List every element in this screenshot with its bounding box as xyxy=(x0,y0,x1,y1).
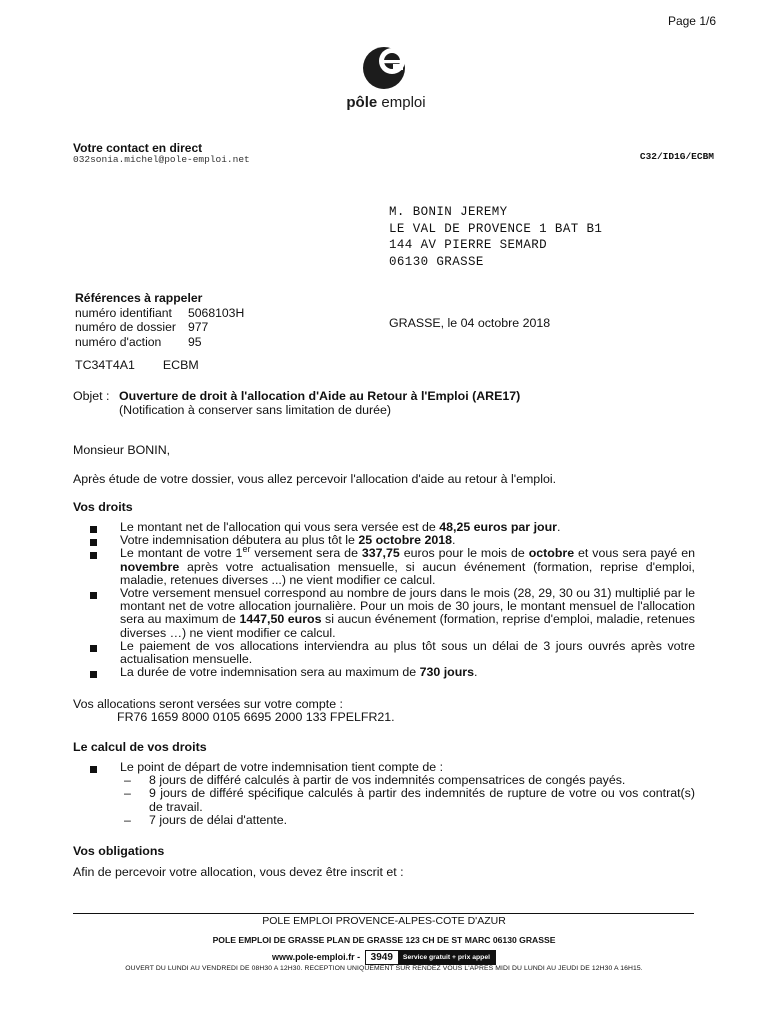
phone-number: 3949 xyxy=(370,952,393,963)
obligations-text: Afin de percevoir votre allocation, vous devez être inscrit et : xyxy=(73,865,404,879)
payment-month: novembre xyxy=(120,559,180,574)
start-date: 25 octobre 2018 xyxy=(358,533,453,548)
first-payment-amount: 337,75 xyxy=(361,546,400,561)
max-duration: 730 jours xyxy=(419,665,475,680)
footer-agency: POLE EMPLOI DE GRASSE PLAN DE GRASSE 123 CH DE ST MARC 06130 GRASSE xyxy=(212,935,556,945)
square-bullet-icon xyxy=(90,645,97,652)
square-bullet-icon xyxy=(90,592,97,599)
logo-wordmark xyxy=(340,94,432,111)
square-bullet-icon xyxy=(90,671,97,678)
dash-icon: – xyxy=(124,773,131,788)
list-item: Le montant net de l'allocation qui vous sera versée est de 48,25 euros par jour. xyxy=(73,521,695,534)
objet-block xyxy=(73,389,693,417)
footer-contact xyxy=(0,950,768,965)
tc-codes xyxy=(75,358,199,372)
references-block xyxy=(75,291,244,349)
square-bullet-icon xyxy=(90,539,97,546)
reference-label: numéro de dossier xyxy=(75,320,176,334)
objet-subtitle: (Notification à conserver sans limitation de durée) xyxy=(119,403,392,417)
place-date: GRASSE, le 04 octobre 2018 xyxy=(389,316,551,330)
contact-title: Votre contact en direct xyxy=(73,141,203,155)
square-bullet-icon xyxy=(90,552,97,559)
footer-hours: OUVERT DU LUNDI AU VENDREDI DE 08H30 A 12H30. RECEPTION UNIQUEMENT SUR RENDEZ VOUS L'APRES MIDI DU LUNDI AU JEUDI DE 12H30 A 16H15. xyxy=(125,965,643,972)
section-heading-calcul: Le calcul de vos droits xyxy=(73,740,207,754)
droits-list xyxy=(73,521,695,679)
section-heading-droits: Vos droits xyxy=(73,500,133,514)
tc-code: ECBM xyxy=(162,358,199,372)
intro-paragraph: Après étude de votre dossier, vous allez percevoir l'allocation d'aide au retour à l'emploi. xyxy=(73,472,557,486)
reference-row xyxy=(75,320,244,335)
reference-label: numéro d'action xyxy=(75,334,162,349)
list-item: Le paiement de vos allocations interviendra au plus tôt sous un délai de 3 jours ouvrés après votre actualisation mensuelle. xyxy=(73,640,695,666)
reference-value: 95 xyxy=(188,334,202,349)
tc-code: TC34T4A1 xyxy=(75,358,135,372)
iban: FR76 1659 8000 0105 6695 2000 133 FPELFR21. xyxy=(117,710,395,725)
list-item: Votre indemnisation débutera au plus tôt le 25 octobre 2018. xyxy=(73,534,695,547)
monthly-max-amount: 1447,50 euros xyxy=(239,612,322,627)
calcul-list xyxy=(73,761,695,827)
greeting: Monsieur BONIN, xyxy=(73,443,171,457)
list-item: Le point de départ de votre indemnisation tient compte de : xyxy=(73,761,695,774)
objet-title: Ouverture de droit à l'allocation d'Aide au Retour à l'Emploi (ARE17) xyxy=(119,389,521,403)
recipient-line: M. BONIN JEREMY xyxy=(389,205,508,219)
reference-value: 5068103H xyxy=(188,305,245,320)
reference-value: 977 xyxy=(188,320,209,334)
phone-badge xyxy=(365,950,496,965)
dash-item: – 7 jours de délai d'attente. xyxy=(124,812,288,827)
dash-item: – 8 jours de différé calculés à partir de vos indemnités compensatrices de congés payés. xyxy=(124,773,626,788)
recipient-line: 06130 GRASSE xyxy=(389,254,484,269)
reference-label: numéro identifiant xyxy=(75,305,172,320)
reference-row xyxy=(75,306,244,321)
square-bullet-icon xyxy=(90,526,97,533)
footer-divider xyxy=(73,913,694,914)
references-title: Références à rappeler xyxy=(75,291,203,305)
list-item: La durée de votre indemnisation sera au maximum de 730 jours. xyxy=(73,666,695,679)
phone-note: Service gratuit + prix appel xyxy=(398,951,495,964)
square-bullet-icon xyxy=(90,766,97,773)
pole-emploi-logo xyxy=(340,28,432,118)
dash-item: – 9 jours de différé spécifique calculés à partir des indemnités de rupture de votre ou vos contrat(s) de travail. xyxy=(124,786,695,814)
section-heading-obligations: Vos obligations xyxy=(73,844,165,858)
contact-email: 032sonia.michel@pole-emploi.net xyxy=(73,154,250,165)
footer-region: POLE EMPLOI PROVENCE-ALPES-COTE D'AZUR xyxy=(262,915,506,927)
document-code: C32/ID1G/ECBM xyxy=(639,151,714,162)
logo-mark-icon xyxy=(340,28,432,94)
recipient-line: LE VAL DE PROVENCE 1 BAT B1 xyxy=(389,221,603,236)
footer-website[interactable]: www.pole-emploi.fr - xyxy=(271,951,361,962)
account-text: Vos allocations seront versées sur votre compte : xyxy=(73,697,343,711)
logo-word-bold: pôle xyxy=(346,94,378,111)
recipient-address xyxy=(389,204,602,270)
account-block xyxy=(73,698,695,724)
daily-amount: 48,25 euros par jour xyxy=(439,520,557,534)
first-payment-month: octobre xyxy=(528,546,575,561)
list-item: Votre versement mensuel correspond au nombre de jours dans le mois (28, 29, 30 ou 31) multiplié par le montant net de votre allocation journalière. Pour un mois de 30 jours, le montant mensuel de l'allocation sera au maximum de 1447,50 euros si aucun événement (formation, reprise d'emploi, maladie, retenues diverses …) ne vient modifier ce calcul. xyxy=(73,587,695,640)
objet-label: Objet : xyxy=(73,389,110,403)
logo-word-light: emploi xyxy=(381,94,426,111)
recipient-line: 144 AV PIERRE SEMARD xyxy=(389,238,548,252)
dash-icon: – xyxy=(124,786,131,801)
list-item: Le montant de votre 1er versement sera de 337,75 euros pour le mois de octobre et vous sera payé en novembre après votre actualisation mensuelle, si aucun événement (formation, reprise d'emploi, maladie, retenues diverses ...) ne vient modifier ce calcul. xyxy=(73,547,695,587)
page-number: Page 1/6 xyxy=(667,14,716,28)
dash-icon: – xyxy=(124,812,131,827)
reference-row xyxy=(75,335,244,350)
